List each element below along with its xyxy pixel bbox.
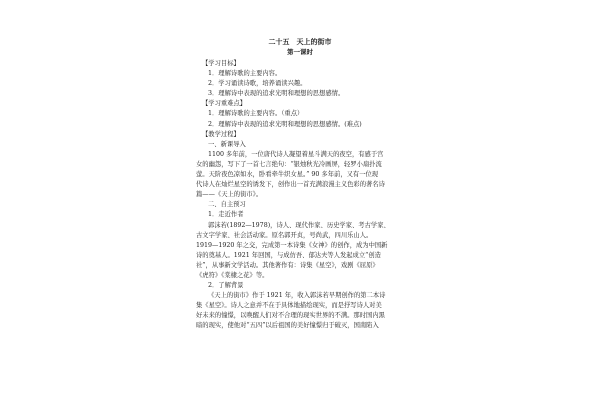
- text-line: 《虎符》《棠棣之花》等。: [196, 271, 269, 279]
- lesson-subtitle: 第一课时: [287, 48, 313, 56]
- goal-item: 1．理解诗歌的主要内容。: [208, 70, 282, 78]
- process-heading: 【教学过程】: [202, 130, 240, 138]
- text-line: 代诗人在灿烂星空的诱发下，创作出一首充满浪漫主义色彩的著名诗: [196, 181, 385, 189]
- document-page: [196, 36, 404, 400]
- lesson-title: 二十五 天上的街市: [268, 37, 332, 46]
- subsection-heading: 2．了解背景: [208, 282, 244, 290]
- focus-item: 1．理解诗歌的主要内容。（重点）: [208, 110, 304, 118]
- text-line: 暗的现实，使他对“五四”以后祖国的美好憧憬归于破灭，国南陷入: [196, 322, 379, 330]
- text-line: 诗的奠基人。1921 年回国，与成仿吾、郁达夫等人发起成立“创造: [196, 251, 381, 259]
- text-line: 好未来的憧憬，以唤醒人们对不合理的现实世界的不满。那时国内黑: [196, 312, 385, 320]
- section-heading: 二、自主预习: [208, 201, 246, 209]
- section-heading: 一、新课导入: [208, 140, 246, 148]
- intro-paragraph: [196, 150, 404, 200]
- subsection-heading: 1．走近作者: [208, 211, 244, 219]
- text-line: 社”，从事新文学活动。其他著作有：诗集《星空》，戏剧《屈原》: [196, 261, 379, 269]
- goal-item: 3．理解诗中表现的追求光明和理想的思想感情。: [208, 90, 345, 98]
- text-line: 萤。天阶夜色凉如水，卧看牵牛织女星。” 90 多年前，又有一位现: [196, 171, 379, 179]
- text-line: 篇——《天上的街市》。: [196, 191, 263, 199]
- focus-heading: 【学习重难点】: [202, 100, 247, 108]
- text-line: 女的幽怨，写下了一首七言绝句：“银烛秋光冷画屏，轻罗小扇扑流: [196, 160, 382, 168]
- goal-item: 2．学习诵读诗歌，培养诵读兴趣。: [208, 80, 307, 88]
- text-line: 集《星空》。诗人之意并不在于具体地描绘现实，而是抒写诗人对美: [196, 302, 382, 310]
- text-line: 古文字学家、社会活动家。原名郭开贞，号尚武，四川乐山人。: [196, 231, 373, 239]
- author-paragraph: [196, 221, 404, 282]
- text-line: 《天上的街市》作于 1921 年，收入郭沫若早期创作的第二本诗: [208, 292, 386, 300]
- focus-item: 2．理解诗中表现的追求光明和理想的思想感情。(难点): [208, 120, 362, 128]
- text-line: 郭沫若(1892—1978)，诗人、现代作家、历史学家、考古学家、: [208, 221, 390, 229]
- goals-heading: 【学习目标】: [202, 60, 240, 67]
- text-line: 1919—1920 年之交，完成第一本诗集《女神》的创作，成为中国新: [196, 241, 388, 249]
- text-line: 1100 多年前，一位唐代诗人凝望着星斗满天的夜空，有感于宫: [208, 150, 384, 158]
- background-paragraph: [196, 291, 404, 331]
